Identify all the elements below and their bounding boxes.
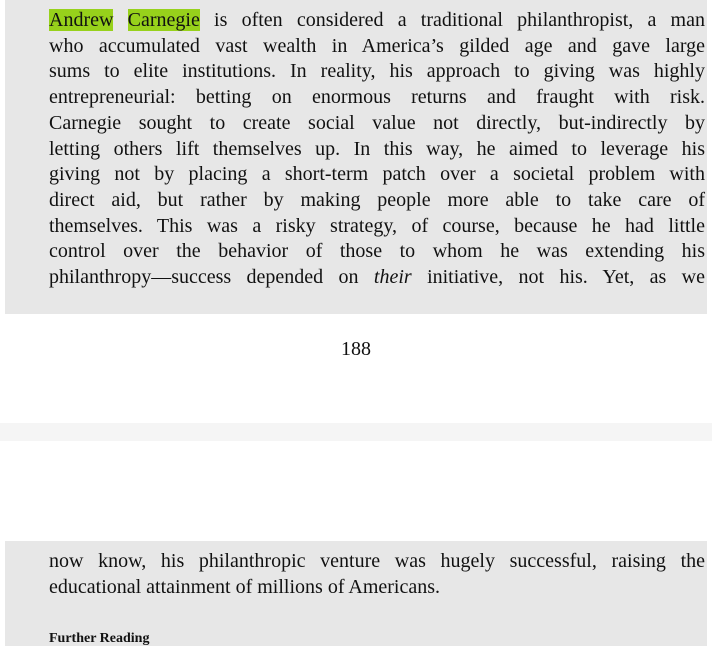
line-text: initiative, not his. Yet, as we (411, 266, 705, 289)
paragraph-line: letting others lift themselves up. In this way, he aimed to leverage his (49, 137, 705, 160)
paragraph-line (49, 8, 705, 34)
paragraph-line: control over the behavior of those to whom he was extending his (49, 240, 705, 263)
paragraph-line: educational attainment of millions of Americans. (49, 575, 441, 598)
body-paragraph (49, 8, 705, 291)
paragraph-line: giving not by placing a short-term patch over a societal problem with (49, 163, 705, 186)
paragraph-line: direct aid, but rather by making people more able to take care of (49, 188, 705, 211)
line-text: is often considered a traditional philanthropist, a man (199, 9, 705, 31)
page-number: 188 (341, 338, 371, 360)
paragraph-line: sums to elite institutions. In reality, his approach to giving was highly (49, 60, 705, 83)
line-text: philanthropy—success depended on (49, 266, 374, 289)
page-separator (0, 423, 712, 441)
emphasis-text: their (373, 266, 412, 289)
highlighted-text[interactable]: Andrew (49, 9, 114, 31)
paragraph-line: Carnegie sought to create social value not directly, but-indirectly by (49, 111, 705, 134)
paragraph-line: entrepreneurial: betting on enormous returns and fraught with risk. (49, 86, 705, 109)
highlighted-text[interactable]: Carnegie (127, 9, 200, 31)
further-reading-heading: Further Reading (49, 631, 150, 646)
paragraph-line (49, 265, 705, 291)
paragraph-line: who accumulated vast wealth in America’s gilded age and gave large (49, 34, 705, 57)
paragraph-line: now know, his philanthropic venture was hugely successful, raising the (49, 550, 705, 572)
paragraph-line: themselves. This was a risky strategy, of course, because he had little (49, 214, 705, 237)
continued-paragraph (49, 549, 705, 600)
